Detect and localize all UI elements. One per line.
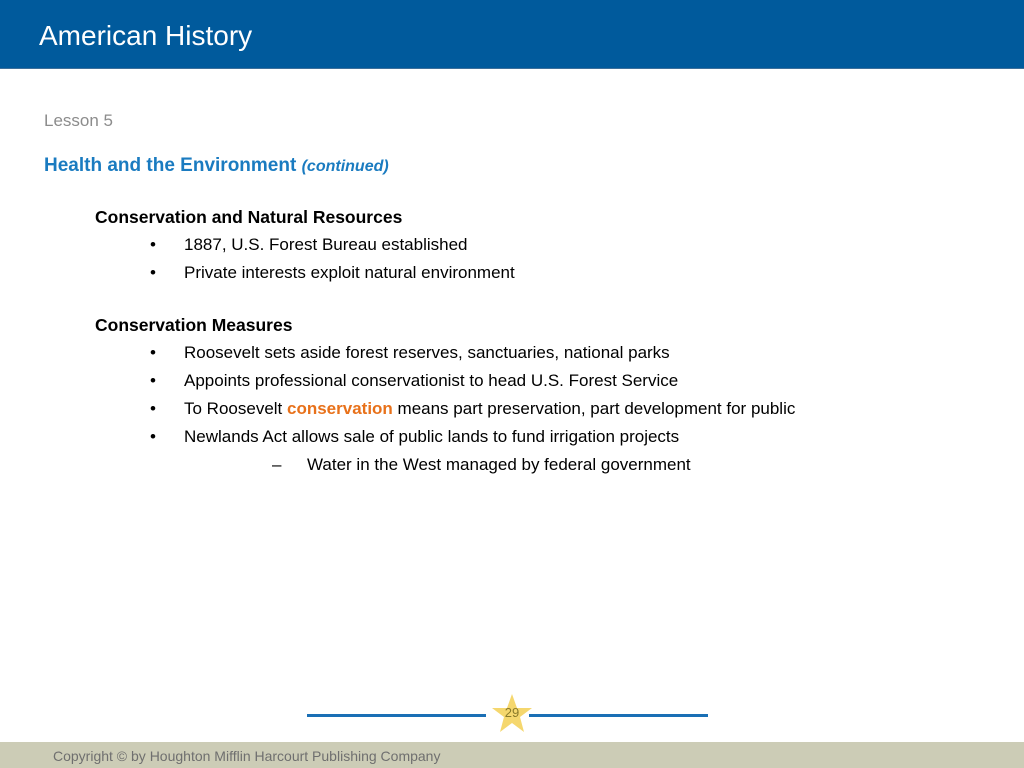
continued-label: (continued) — [301, 158, 389, 175]
page-number: 29 — [504, 705, 520, 720]
page-rule-left — [307, 714, 486, 717]
bullet-marker: • — [150, 343, 156, 362]
bullet-marker: • — [150, 235, 156, 254]
list-item-text: 1887, U.S. Forest Bureau established — [184, 235, 468, 254]
key-term-conservation: conservation — [287, 399, 393, 418]
slide-title: American History — [39, 20, 253, 51]
section-title-text: Health and the Environment — [44, 155, 297, 176]
list-item-text: Private interests exploit natural environment — [184, 263, 515, 282]
heading-conservation-resources: Conservation and Natural Resources — [95, 207, 403, 227]
bullet-marker: • — [150, 399, 156, 418]
section-title — [44, 154, 389, 179]
lesson-label: Lesson 5 — [44, 111, 113, 130]
list-item-text: Newlands Act allows sale of public lands to fund irrigation projects — [184, 427, 680, 446]
list-item-text: Appoints professional conservationist to head U.S. Forest Service — [184, 371, 679, 390]
dash-marker: – — [272, 455, 282, 474]
bullet-marker: • — [150, 371, 156, 390]
text-before-term: To Roosevelt — [184, 399, 287, 418]
sub-list-item-text: Water in the West managed by federal government — [307, 455, 691, 474]
page-rule-right — [529, 714, 708, 717]
title-bar — [0, 0, 1024, 69]
footer-bar — [0, 742, 1024, 768]
list-item-text — [184, 398, 795, 420]
text-after-term: means part preservation, part development for public — [392, 399, 796, 418]
bullet-marker: • — [150, 427, 156, 446]
copyright-text: Copyright © by Houghton Mifflin Harcourt Publishing Company — [53, 748, 441, 764]
list-item-text: Roosevelt sets aside forest reserves, sanctuaries, national parks — [184, 343, 670, 362]
heading-conservation-measures: Conservation Measures — [95, 315, 293, 335]
bullet-marker: • — [150, 263, 156, 282]
